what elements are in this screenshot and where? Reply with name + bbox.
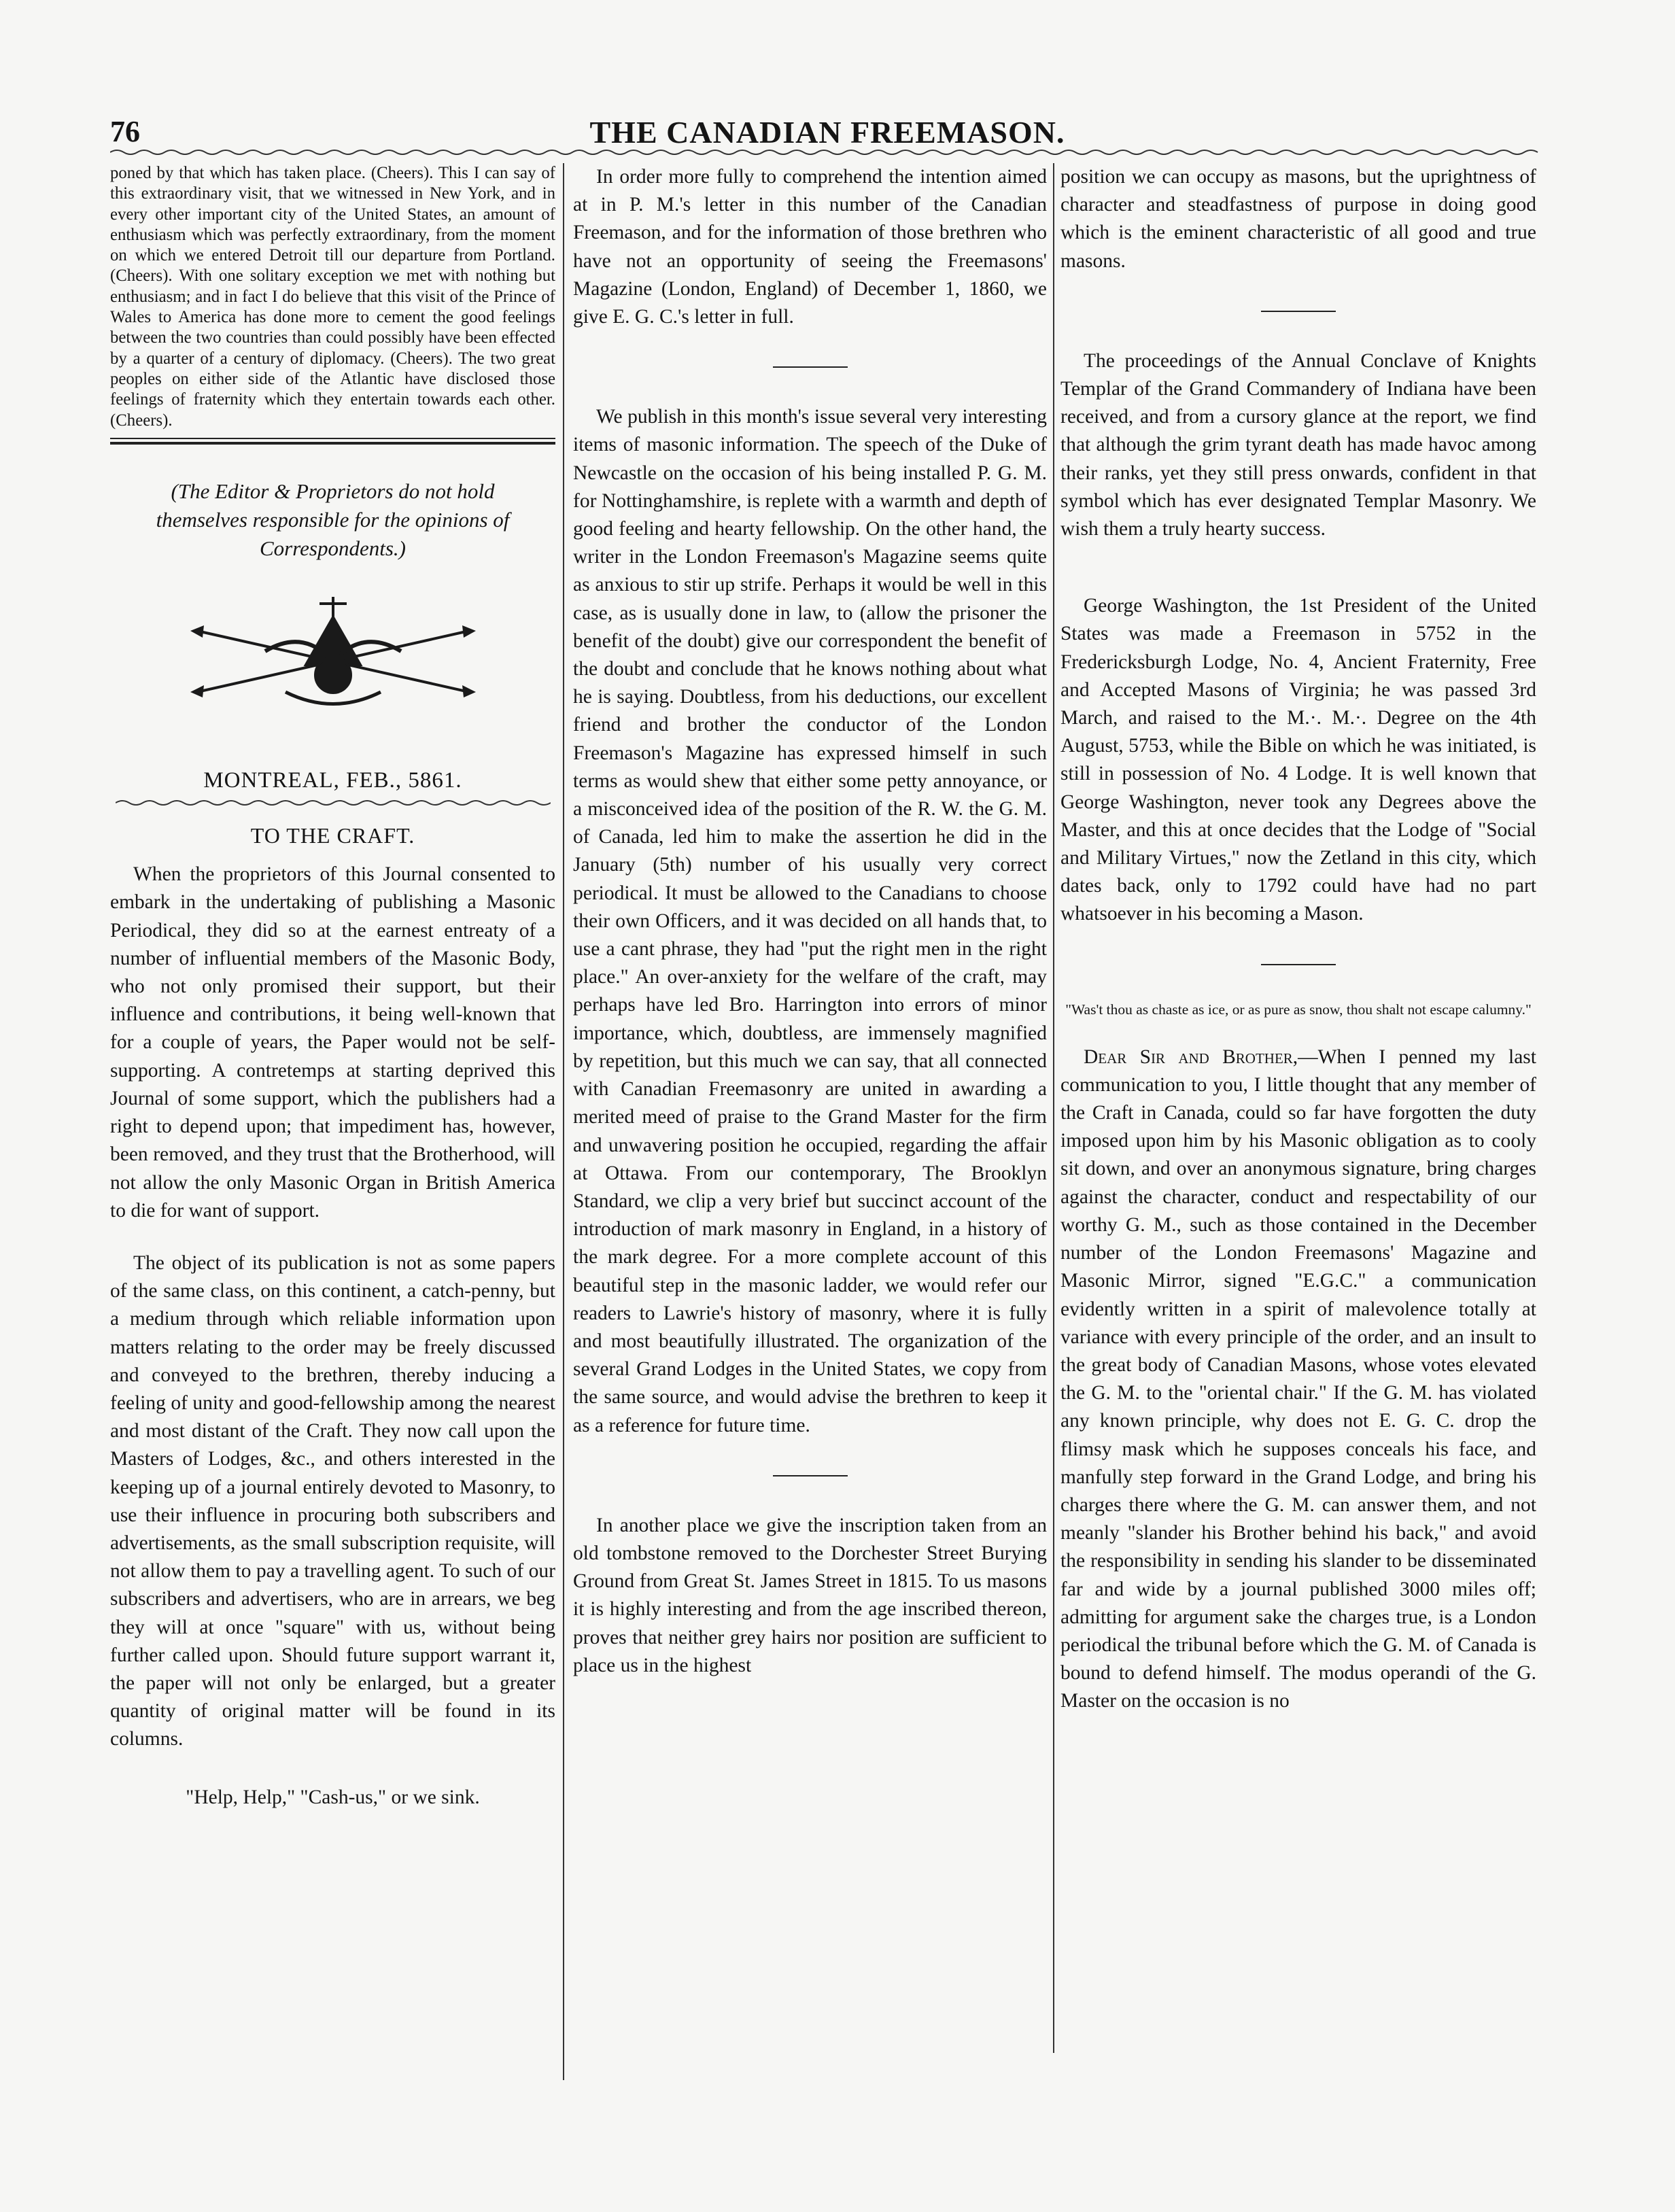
page-number: 76 [110, 115, 140, 148]
editorial-paragraph: In another place we give the inscription taken from an old tombstone removed to the Dorchester Street Burying Ground from Great St. James Street in 1815. To us masons it is highly interesting and from the age inscribed thereon, proves that neither grey hairs nor position are sufficient to place us in the highest [573, 1514, 1047, 1676]
masonic-emblem-icon [184, 590, 483, 726]
letter-salutation: Dear Sir and Brother, [1084, 1045, 1298, 1068]
section-separator [773, 1475, 848, 1476]
column-right [1060, 163, 1536, 1716]
letter-paragraph [1060, 1043, 1536, 1716]
article-paragraph: The object of its publication is not as some papers of the same class, on this continent, a catch-penny, but a medium through which reliable information upon matters relating to the order may be freely discussed and conveyed to the brethren, thereby inducing a feeling of unity and good-fellowship among the nearest and most distant of the Craft. They now call upon the Masters of Lodges, &c., and others interested in the keeping up of a journal entirely devoted to Masonry, to use their influence in procuring both subscribers and advertisements, as the small subscription requisite, will not allow them to pay a travelling agent. To such of our subscribers and advertisers, who are in arrears, we beg they will at once "square" with us, without being further called upon. Should future support warrant it, the paper will not only be enlarged, but a greater quantity of original matter will be found in its columns. [110, 1251, 555, 1750]
editorial-paragraph: George Washington, the 1st President of the United States was made a Freemason in 5752 in the Fredericksburgh Lodge, No. 4, Ancient Fraternity, Free and Accepted Masons of Virginia; he was passed 3rd March, and raised to the M.·. M.·. Degree on the 4th August, 5753, while the Bible on which he was initiated, is still in possession of No. 4 Lodge. It is well known that George Washington, never took any Degrees above the Master, and this at once decides that the Lodge of "Social and Military Virtues," now the Zetland in this city, which dates back, only to 1792 could have had no part whatsoever in his becoming a Mason. [1060, 595, 1536, 925]
section-separator [773, 366, 848, 368]
column-rule-left [563, 163, 564, 2080]
letter-body: —When I penned my last communication to you, I little thought that any member of the Craft in Canada, could so far have forgotten the duty imposed upon him by his Masonic obligation as to cooly sit down, and over an anonymous signature, bring charges against the character, conduct and respectability of our worthy G. M., such as those contained in the December number of the London Freemasons' Magazine and Masonic Mirror, signed "E.G.C." a communication evidently written in a spirit of malevolence totally at variance with every principle of the order, and an insult to the great body of Canadian Masons, whose votes elevated the G. M. to the "oriental chair." If the G. M. has violated any known principle, why does not E. G. C. drop the flimsy mask which he supposes conceals his face, and manfully step forward in the Grand Lodge, and bring his charges there where the G. M. can answer them, and not meanly "slander his Brother behind his back," and avoid the responsibility in sending his slander to be disseminated far and wide by a journal published 3000 miles off; admitting for argument sake the charges true, is a London periodical the tribunal before which the G. M. of Canada is bound to defend himself. The modus operandi of the G. Master on the occasion is no [1060, 1045, 1536, 1712]
editorial-paragraph: In order more fully to comprehend the intention aimed at in P. M.'s letter in this number of the Canadian Freemason, and for the information of those brethren who have not an opportunity of seeing the Freemasons' Magazine (London, England) of December 1, 1860, we give E. G. C.'s letter in full. [573, 166, 1047, 328]
section-separator [1261, 311, 1336, 312]
journal-title: THE CANADIAN FREEMASON. [589, 115, 1065, 150]
closing-line: "Help, Help," "Cash-us," or we sink. [186, 1786, 480, 1808]
editorial-paragraph: We publish in this month's issue several very interesting items of masonic information. The speech of the Duke of Newcastle on the occasion of his being installed P. G. M. for Nottinghamshire, is replete with a warmth and depth of good feeling and hearty fellowship. On the other hand, the writer in the London Freemason's Magazine seems quite as anxious to stir up strife. Perhaps it would be well in this case, as is usually done in law, to (allow the prisoner the benefit of the doubt) give our correspondent the benefit of the doubt and conclude that he knows nothing about what he is saying. Doubtless, from his deductions, our excellent friend and brother the conductor of the London Freemason's Magazine has expressed himself in such terms as would shew that either some petty annoyance, or a misconceived idea of the position of the R. W. the G. M. of Canada, led him to make the assertion he did in the January (5th) number of his usually very correct periodical. It must be allowed to the Canadians to choose their own Officers, and it was decided on all hands that, to use a cant phrase, they had "put the right men in the right place." An over-anxiety for the welfare of the craft, may perhaps have led Bro. Harrington into errors of minor importance, which, doubtless, are immensely magnified by repetition, but this much we can say, that all connected with Canadian Freemasonry are united in awarding a merited meed of praise to the Grand Master for the firm and unwavering position he occupied, regarding the affair at Ottawa. From our contemporary, The Brooklyn Standard, we clip a very brief but succinct account of the introduction of mark masonry in England, in a history of the mark degree. For a more complete account of this beautiful step in the masonic ladder, we would refer our readers to Lawrie's history of masonry, where it is fully and most beautifully illustrated. The organization of the several Grand Lodges in the United States, we copy from the same source, and would advise the brethren to keep it as a reference for future time. [573, 406, 1047, 1436]
divider-double-top [110, 438, 555, 439]
letter-epigraph: "Was't thou as chaste as ice, or as pure as snow, thou shalt not escape calumny." [1065, 1001, 1532, 1018]
column-rule-right [1053, 163, 1054, 2053]
editorial-paragraph: position we can occupy as masons, but the uprightness of character and steadfastness of purpose in doing good which is the eminent characteristic of all good and true masons. [1060, 166, 1536, 272]
article-heading: TO THE CRAFT. [250, 823, 415, 848]
dateline: MONTREAL, FEB., 5861. [203, 767, 462, 793]
divider-double-bottom [110, 442, 555, 445]
article-paragraph: When the proprietors of this Journal consented to embark in the undertaking of publishing a Masonic Periodical, they did so at the earnest entreaty of a number of influential members of the Masonic Body, who not only promised their support, but their influence and contributions, it being well-known that for a couple of years, the Paper would not be self-supporting. A contretemps at starting deprived this Journal of some support, which the publishers had a right to depend upon; that impediment has, however, been removed, and they trust that the Brotherhood, will not allow the only Masonic Organ in British America to die for want of support. [110, 863, 555, 1222]
editorial-disclaimer: (The Editor & Proprietors do not hold themselves responsible for the opinions of Correspondents.) [156, 479, 510, 560]
column-middle [573, 163, 1047, 1680]
speech-continuation: poned by that which has taken place. (Cheers). This I can say of this extraordinary visit, that we witnessed in New York, and in every other important city of the United States, an amount of enthusiasm which was perfectly extraordinary, from the moment on which we entered Detroit till our departure from Portland. (Cheers). With one solitary exception we met with nothing but enthusiasm; and in fact I do believe that this visit of the Prince of Wales to America has done more to cement the good feelings between the two countries than could possibly have been effected by a quarter of a century of diplomacy. (Cheers). The two great peoples on either side of the Atlantic have disclosed those feelings of fraternity which they entertain towards each other. (Cheers). [110, 164, 555, 430]
dateline-wavy-rule [116, 799, 551, 807]
header-wavy-rule [110, 148, 1544, 156]
column-left [110, 163, 555, 1812]
section-separator [1261, 964, 1336, 965]
editorial-paragraph: The proceedings of the Annual Conclave of Knights Templar of the Grand Commandery of Indiana have been received, and from a cursory glance at the report, we find that although the grim tyrant death has made havoc among their ranks, yet they still press onwards, confident in that symbol which has ever designated Templar Masonry. We wish them a truly hearty success. [1060, 349, 1536, 540]
